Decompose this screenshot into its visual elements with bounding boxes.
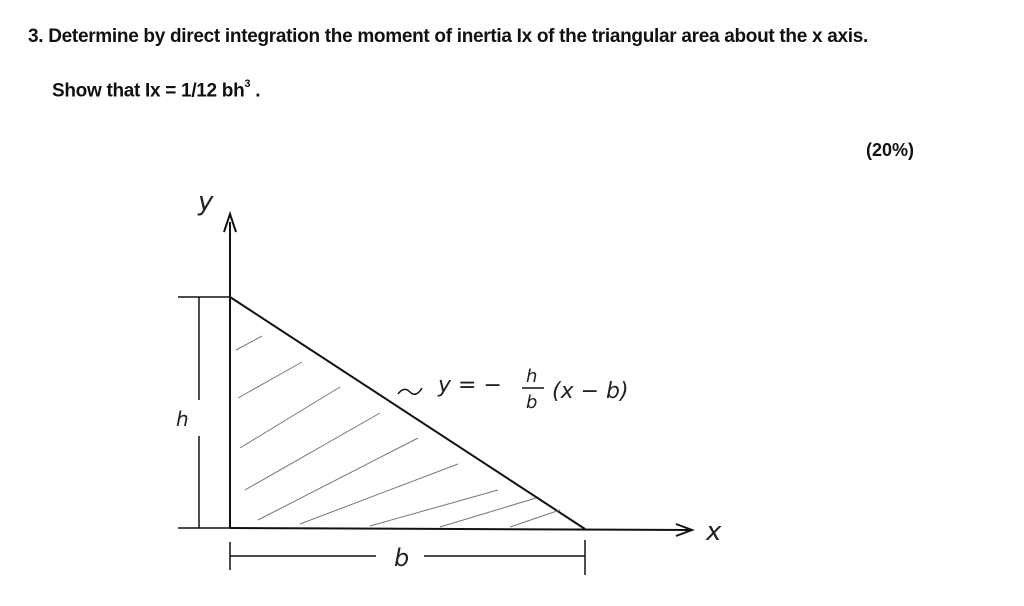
y-axis-label: y [198, 187, 214, 217]
hatching [236, 336, 560, 527]
instruction-suffix: . [250, 80, 261, 102]
marks-percentage: (20%) [866, 140, 915, 160]
equation-pointer-squiggle [398, 388, 422, 394]
hypotenuse-line [230, 297, 585, 529]
question-body: Determine by direct integration the moment of inertia Ix of the triangular area about the x axis. [48, 26, 868, 47]
equation-lhs: y = − [438, 373, 502, 398]
height-label: h [176, 407, 189, 431]
x-axis-label: x [706, 517, 722, 547]
equation-fraction-denominator: b [526, 392, 538, 413]
question-number: 3. [28, 26, 44, 47]
instruction-exponent: 3 [244, 78, 251, 90]
equation-fraction-numerator: h [526, 366, 538, 387]
base-label: b [394, 544, 410, 572]
equation-rhs: (x − b) [552, 379, 629, 404]
x-axis-line [230, 528, 690, 530]
instruction-prefix: Show that Ix = 1/12 bh [52, 80, 245, 102]
